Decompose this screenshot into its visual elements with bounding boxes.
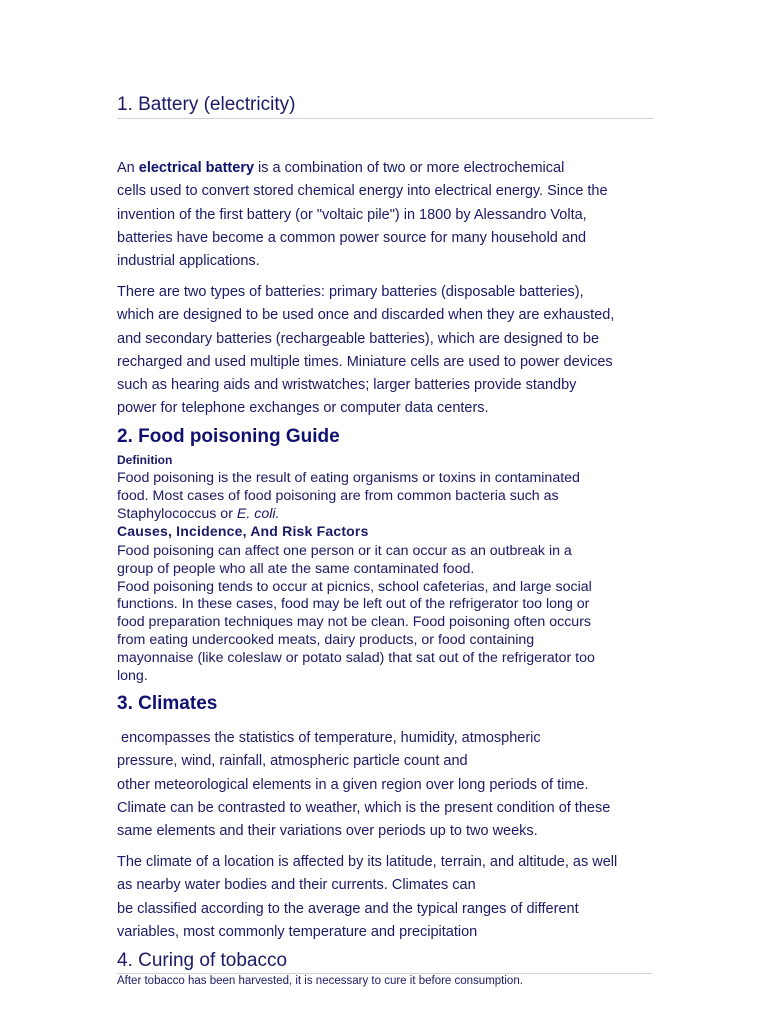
causes-label: Causes, Incidence, And Risk Factors	[117, 523, 369, 539]
text-line: such as hearing aids and wristwatches; larger batteries provide standby	[117, 377, 577, 394]
section-3-paragraph-2	[117, 851, 657, 944]
text-line: and secondary batteries (rechargeable batteries), which are designed to be	[117, 330, 600, 347]
text-line: pressure, wind, rainfall, atmospheric particle count and	[117, 753, 468, 770]
text-line: food. Most cases of food poisoning are from common bacteria such as	[117, 487, 559, 504]
text-line: be classified according to the average and the typical ranges of different	[117, 900, 579, 917]
text-line: functions. In these cases, food may be left out of the refrigerator too long or	[117, 596, 590, 613]
text-line: Food poisoning tends to occur at picnics, school cafeterias, and large social	[117, 578, 592, 595]
causes-paragraph	[117, 543, 647, 685]
text-line: mayonnaise (like coleslaw or potato salad) that sat out of the refrigerator too	[117, 649, 595, 666]
section-1-paragraph-2	[117, 281, 657, 421]
text-fragment: Staphylococcus or	[117, 505, 237, 522]
section-2-heading: 2. Food poisoning Guide	[117, 426, 340, 447]
text-line: encompasses the statistics of temperature, humidity, atmospheric	[117, 730, 541, 746]
section-4-heading: 4. Curing of tobacco	[117, 950, 288, 971]
section-4-paragraph: After tobacco has been harvested, it is necessary to cure it before consumption.	[117, 975, 523, 987]
text-line: Climate can be contrasted to weather, which is the present condition of these	[117, 799, 611, 816]
text-line: batteries have become a common power source for many household and	[117, 229, 587, 246]
section-1-paragraph-1	[117, 157, 657, 273]
section-4-divider	[117, 973, 653, 974]
text-line: group of people who all ate the same contaminated food.	[117, 560, 475, 577]
italic-term: E. coli.	[236, 505, 280, 522]
text-line: same elements and their variations over periods up to two weeks.	[117, 823, 538, 840]
text-line: There are two types of batteries: primary batteries (disposable batteries),	[117, 284, 584, 300]
text-line: cells used to convert stored chemical energy into electrical energy. Since the	[117, 183, 608, 200]
section-1-heading: 1. Battery (electricity)	[117, 94, 296, 115]
text-line: invention of the first battery (or "voltaic pile") in 1800 by Alessandro Volta,	[117, 206, 587, 223]
text-line: Food poisoning can affect one person or it can occur as an outbreak in a	[117, 543, 572, 559]
text-line: which are designed to be used once and discarded when they are exhausted,	[117, 307, 615, 324]
text-line	[117, 157, 657, 180]
text-line: other meteorological elements in a given region over long periods of time.	[117, 776, 589, 793]
text-line	[117, 506, 647, 524]
text-fragment: An	[117, 160, 139, 176]
section-3-heading: 3. Climates	[117, 693, 218, 714]
text-line: long.	[117, 667, 148, 684]
text-line: as nearby water bodies and their currents. Climates can	[117, 877, 476, 894]
text-line: variables, most commonly temperature and precipitation	[117, 923, 478, 940]
text-line: recharged and used multiple times. Miniature cells are used to power devices	[117, 353, 613, 370]
text-line: from eating undercooked meats, dairy products, or food containing	[117, 631, 535, 648]
section-1-divider	[117, 118, 653, 119]
section-3-paragraph-1	[117, 727, 657, 843]
definition-label: Definition	[117, 453, 173, 467]
text-line: Food poisoning is the result of eating organisms or toxins in contaminated	[117, 470, 580, 486]
text-line: power for telephone exchanges or computer data centers.	[117, 400, 489, 417]
text-line: food preparation techniques may not be clean. Food poisoning often occurs	[117, 614, 592, 631]
definition-paragraph	[117, 470, 647, 523]
text-line: The climate of a location is affected by its latitude, terrain, and altitude, as well	[117, 854, 618, 870]
text-line: industrial applications.	[117, 253, 260, 270]
bold-term: electrical battery	[138, 160, 255, 176]
text-fragment: is a combination of two or more electrochemical	[254, 160, 565, 176]
